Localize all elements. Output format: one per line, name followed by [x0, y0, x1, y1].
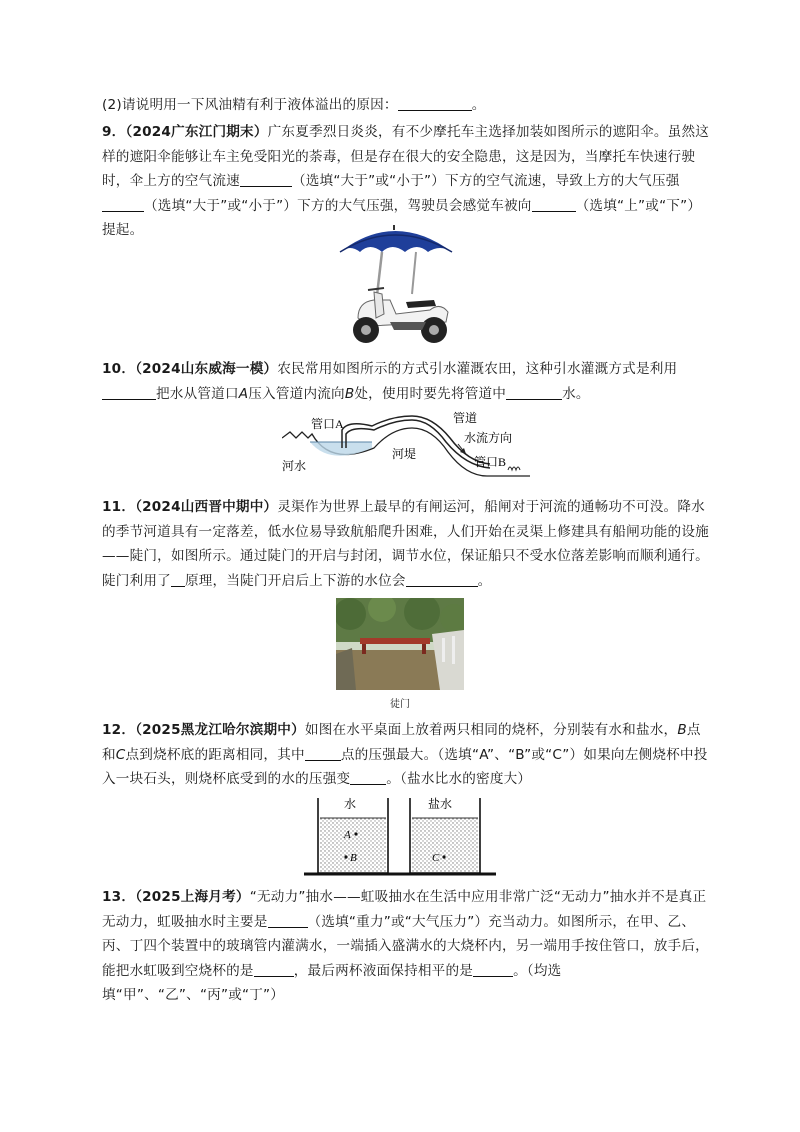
question-text: 把水从管道口: [156, 385, 239, 402]
question-text: 点和: [102, 722, 701, 763]
point-c-marker: [442, 855, 445, 858]
answer-blank[interactable]: [506, 384, 562, 400]
label-pipe-mouth-a: 管口A: [311, 417, 344, 431]
question-text: 。: [477, 572, 492, 589]
question-number: 13．: [102, 889, 136, 905]
lock-gate-photo: [336, 598, 464, 690]
scooter-seat: [406, 300, 436, 308]
question-text: 灵渠作为世界上最早的有闸运河，船闸对于河流的通畅功不可没。降水的季节河道具有一定落差，低水位易导致航船爬升困难，人们开始在灵渠上修建具有船闸功能的设施——陡门，如图所示。通过陡门的开启与封闭，调节水位，保证船只不受水位落差影响而顺利通行。陡门利用了: [102, 499, 709, 589]
question-text: 原理，当陡门开启后上下游的水位会: [184, 572, 406, 589]
answer-blank[interactable]: [240, 171, 292, 187]
question-text: 。（均选填“甲”、“乙”、“丙”或“丁”）: [102, 962, 562, 1003]
rear-hub: [429, 325, 439, 335]
question-source: （2025黑龙江哈尔滨期中）: [135, 722, 305, 738]
label-flow-direction: 水流方向: [464, 431, 513, 445]
question-text: （选填“大于”或“小于”）下方的空气流速，导致上方的大气压强: [291, 173, 680, 189]
answer-blank[interactable]: [305, 745, 341, 761]
label-point-c: C: [432, 852, 440, 864]
question-source: （2024山西晋中期中）: [135, 499, 278, 515]
question-number: 11．: [102, 499, 136, 515]
question-number: 9．: [102, 124, 126, 140]
lock-gate-figure: [336, 598, 464, 710]
label-salt-water: 盐水: [428, 797, 453, 811]
red-bridge: [360, 638, 430, 644]
label-pipe: 管道: [453, 411, 478, 425]
point-b-marker: [344, 855, 347, 858]
question-text: （选填“大于”或“小于”）下方的大气压强，驾驶员会感觉车被向: [144, 197, 532, 214]
point-label: B: [677, 722, 687, 738]
handlebar: [368, 288, 384, 290]
answer-blank[interactable]: [398, 95, 472, 111]
point-label: B: [344, 385, 355, 402]
scooter-floor: [390, 322, 426, 330]
question-source: （2024山东威海一模）: [135, 361, 278, 377]
question-text: （选填“重力”或“大气压力”）充当动力。如图所示，在甲、乙、丙、丁四个装置中的玻璃管内灌满水，一端插入盛满水的大烧杯内，另一端用手按住管口，放手后，能把水虹吸到空烧杯的是: [102, 913, 709, 979]
question-text: 水。: [562, 385, 590, 402]
river-water: [310, 442, 372, 456]
bridge-pier: [362, 644, 366, 654]
answer-blank[interactable]: [268, 912, 308, 928]
subquestion-2-text: (2)请说明用一下风油精有利于液体溢出的原因：: [102, 97, 398, 113]
subquestion-2: [102, 93, 712, 118]
answer-blank[interactable]: [171, 571, 185, 587]
umbrella-canopy: [340, 231, 452, 252]
motorcycle-umbrella-figure: [330, 222, 460, 350]
label-river-dike: 河堤: [392, 447, 417, 461]
railing-post: [442, 638, 445, 662]
question-source: （2024广东江门期末）: [125, 124, 268, 140]
two-beakers-figure: [304, 794, 496, 878]
label-river-water: 河水: [282, 459, 307, 473]
question-number: 10．: [102, 361, 136, 377]
question-text: 点到烧杯底的距离相同，其中: [125, 746, 305, 763]
point-label: C: [115, 746, 126, 763]
question-number: 12．: [102, 722, 136, 738]
question-source: （2025上海月考）: [135, 889, 250, 905]
front-hub: [361, 325, 371, 335]
railing-post: [452, 636, 455, 664]
field-crops: [508, 467, 520, 470]
question-12: [102, 718, 712, 792]
question-text: “无动力”抽水——虹吸抽水在生活中应用非常广泛“无动力”抽水并不是真正无动力，虹吸抽水时主要是: [102, 889, 707, 930]
answer-blank[interactable]: [102, 196, 144, 212]
question-text: 点的压强最大。（选填“A”、“B”或“C”）如果向左侧烧杯中投入一块石头，则烧杯底受到的水的压强变: [102, 746, 708, 787]
label-point-a: A: [344, 829, 351, 841]
answer-blank[interactable]: [406, 571, 478, 587]
subquestion-2-end: 。: [471, 97, 486, 113]
label-point-b: B: [350, 852, 357, 864]
answer-blank[interactable]: [473, 961, 513, 977]
question-text: ，最后两杯液面保持相平的是: [293, 962, 474, 979]
label-water: 水: [344, 797, 357, 811]
umbrella-pole: [412, 252, 416, 294]
question-11: [102, 495, 712, 593]
scooter-front: [374, 292, 384, 318]
answer-blank[interactable]: [350, 769, 386, 785]
salt-water-fill: [412, 818, 478, 873]
figure-caption: 徒门: [390, 699, 410, 710]
siphon-irrigation-figure: [282, 408, 532, 484]
point-a-marker: [354, 832, 357, 835]
point-label: A: [238, 385, 249, 402]
water-fill: [320, 818, 386, 873]
question-text: 压入管道内流向: [248, 385, 345, 402]
question-text: 广东夏季烈日炎炎，有不少摩托车主选择加装如图所示的遮阳伞。虽然这样的遮阳伞能够让车主免受阳光的荼毒，但是存在很大的安全隐患，这是因为，当摩托车快速行驶时，伞上方的空气流速: [102, 124, 710, 189]
question-text: （选填“上”或“下”）提起。: [102, 197, 702, 238]
label-pipe-mouth-b: 管口B: [474, 455, 507, 469]
question-text: 农民常用如图所示的方式引水灌溉农田，这种引水灌溉方式是利用: [277, 361, 678, 377]
question-10: [102, 357, 712, 406]
question-text: 如图在水平桌面上放着两只相同的烧杯，分别装有水和盐水，: [304, 722, 678, 738]
bridge-pier: [422, 644, 426, 654]
question-text: 处，使用时要先将管道中: [354, 385, 507, 402]
question-13: [102, 885, 712, 1008]
answer-blank[interactable]: [532, 196, 576, 212]
question-text: 。（盐水比水的密度大）: [386, 771, 532, 787]
answer-blank[interactable]: [102, 384, 156, 400]
answer-blank[interactable]: [254, 961, 294, 977]
